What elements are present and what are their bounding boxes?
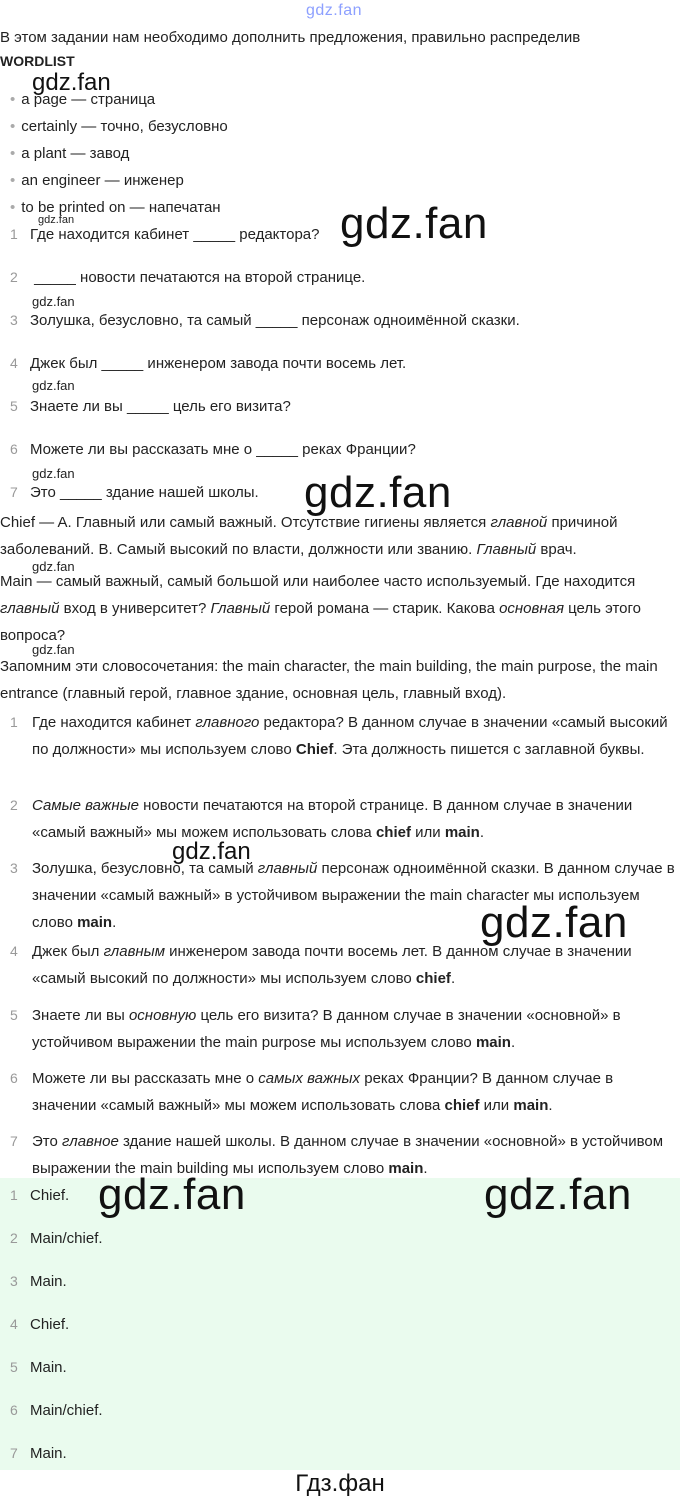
answers-box — [0, 1178, 680, 1470]
final-answer: 5 Main. — [10, 1359, 67, 1376]
wordlist-item: • an engineer — инженер — [10, 172, 184, 189]
final-answer: 2 Main/chief. — [10, 1230, 103, 1247]
final-answer: 7 Main. — [10, 1445, 67, 1462]
question-item: 4 Джек был _____ инженером завода почти восемь лет. — [10, 355, 407, 372]
explained-answer: 3 Золушка, безусловно, та самый главный персонаж одноимённой сказки. В данном случае в значении «самый важный» в устойчивом выражении the main character мы используем слово main. — [10, 860, 675, 931]
question-item: 1 Где находится кабинет _____ редактора? — [10, 226, 320, 243]
watermark: gdz.fan — [32, 559, 75, 574]
chief-definition: Chief — A. Главный или самый важный. Отсутствие гигиены является главной причиной заболеваний. B. Самый высокий по власти, должности или званию. Главный врач. — [0, 514, 618, 558]
bullet-icon: • — [10, 199, 16, 216]
question-item: 5 Знаете ли вы _____ цель его визита? — [10, 398, 291, 415]
watermark: gdz.fan — [32, 69, 111, 96]
question-item: 7 Это _____ здание нашей школы. — [10, 484, 259, 501]
question-item: 2 _____ новости печатаются на второй странице. — [10, 269, 366, 286]
intro-text: В этом задании нам необходимо дополнить предложения, правильно распределив — [0, 29, 581, 46]
question-item: 6 Можете ли вы рассказать мне о _____ реках Франции? — [10, 441, 416, 458]
explained-answer: 6 Можете ли вы рассказать мне о самых важных реках Франции? В данном случае в значении «самый важный» мы можем использовать слова chief или main. — [10, 1070, 614, 1114]
explained-answer: 1 Где находится кабинет главного редактора? В данном случае в значении «самый высокий по должности» мы используем слово Chief. Эта должность пишется с заглавной буквы. — [10, 714, 668, 758]
watermark: gdz.fan — [32, 378, 75, 393]
watermark: gdz.fan — [484, 1170, 632, 1219]
bullet-icon: • — [10, 172, 16, 189]
explained-answer: 4 Джек был главным инженером завода почти восемь лет. В данном случае в значении «самый высокий по должности» мы используем слово chief. — [10, 943, 632, 987]
wordlist-item: • to be printed on — напечатан — [10, 199, 221, 216]
remember-note: Запомним эти словосочетания: the main character, the main building, the main purpose, the main entrance (главный герой, главное здание, основная цель, главный вход). — [0, 658, 658, 702]
main-definition: Main — самый важный, самый большой или наиболее часто используемый. Где находится главный вход в университет? Главный герой романа — старик. Какова основная цель этого вопроса? — [0, 573, 641, 644]
wordlist-heading: WORDLIST — [0, 53, 75, 69]
wordlist-item: • a plant — завод — [10, 145, 130, 162]
bullet-icon: • — [10, 145, 16, 162]
wordlist-item: • certainly — точно, безусловно — [10, 118, 228, 135]
watermark: gdz.fan — [304, 468, 452, 517]
bullet-icon: • — [10, 91, 16, 108]
question-item: 3 Золушка, безусловно, та самый _____ персонаж одноимённой сказки. — [10, 312, 520, 329]
watermark-top: gdz.fan — [306, 2, 362, 19]
explained-answer: 7 Это главное здание нашей школы. В данном случае в значении «основной» в устойчивом выражении the main building мы используем слово main. — [10, 1133, 664, 1177]
watermark: gdz.fan — [38, 214, 75, 226]
watermark: gdz.fan — [32, 466, 75, 481]
final-answer: 4 Chief. — [10, 1316, 70, 1333]
explained-answer: 5 Знаете ли вы основную цель его визита? В данном случае в значении «основной» в устойчивом выражении the main purpose мы используем слово main. — [10, 1007, 621, 1051]
explained-answer: 2 Самые важные новости печатаются на второй странице. В данном случае в значении «самый важный» мы можем использовать слова chief или main. — [10, 797, 633, 841]
watermark: gdz.fan — [340, 199, 488, 248]
watermark: gdz.fan — [32, 294, 75, 309]
watermark: gdz.fan — [32, 642, 75, 657]
watermark: gdz.fan — [98, 1170, 246, 1219]
bullet-icon: • — [10, 118, 16, 135]
wordlist-item: • a page — страница — [10, 91, 156, 108]
final-answer: 3 Main. — [10, 1273, 67, 1290]
watermark: gdz.fan — [480, 898, 628, 947]
footer-watermark: Гдз.фан — [295, 1470, 385, 1497]
watermark: gdz.fan — [172, 838, 251, 865]
final-answer: 1 Chief. — [10, 1187, 70, 1204]
final-answer: 6 Main/chief. — [10, 1402, 103, 1419]
